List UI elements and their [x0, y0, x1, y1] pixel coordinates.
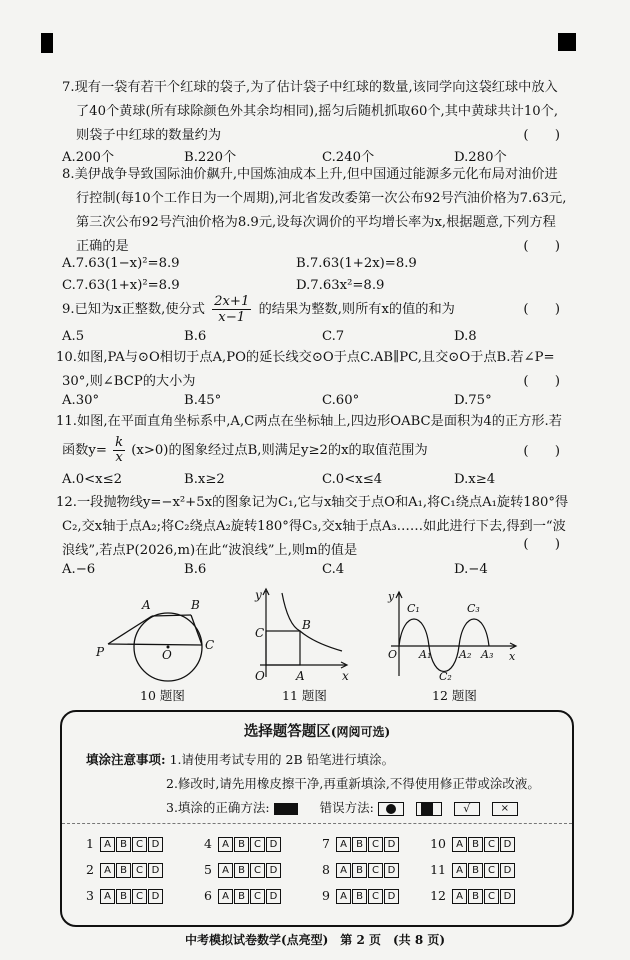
answer-bubble-b[interactable]: B	[468, 863, 483, 878]
figure-11-caption: 11 题图	[282, 688, 327, 703]
wrong-method-label: 错误方法:	[319, 800, 374, 815]
answer-bubble-b[interactable]: B	[468, 837, 483, 852]
answer-row-6	[194, 888, 282, 904]
answer-bubble-d[interactable]: D	[148, 889, 163, 904]
option-b: B.220个	[184, 150, 237, 165]
page-footer: 中考模拟试卷数学(点亮型) 第 2 页 (共 8 页)	[184, 933, 446, 947]
fraction	[212, 294, 251, 325]
question-line: 30°,则∠BCP的大小为	[62, 374, 196, 389]
label-y: y	[255, 588, 262, 602]
question-number: 5	[204, 862, 212, 877]
answer-row-8	[312, 862, 400, 878]
answer-bubble-c[interactable]: C	[250, 837, 265, 852]
answer-bubble-a[interactable]: A	[452, 889, 467, 904]
label-c: C	[255, 626, 265, 640]
option-b: B.45°	[184, 393, 222, 408]
option-c: C.7.63(1+x)²=8.9	[62, 278, 180, 293]
registration-mark-top-left	[41, 33, 53, 53]
option-b: B.6	[184, 329, 207, 344]
question-line: 11.如图,在平面直角坐标系中,A,C两点在坐标轴上,四边形OABC是面积为4的正方形.若	[56, 414, 562, 429]
option-d: D.−4	[454, 562, 488, 577]
answer-bubble-c[interactable]: C	[484, 863, 499, 878]
question-number: 12	[430, 888, 446, 903]
label-y: y	[388, 590, 395, 603]
answer-bracket: ( )	[523, 537, 560, 552]
answer-row-2	[76, 862, 164, 878]
wrong-example-half	[416, 802, 442, 816]
question-line: 则袋子中红球的数量约为	[76, 128, 222, 143]
answer-bubble-d[interactable]: D	[384, 889, 399, 904]
answer-bubble-d[interactable]: D	[500, 837, 515, 852]
segment-bc	[191, 615, 202, 645]
answer-bubble-b[interactable]: B	[468, 889, 483, 904]
figure-12-caption: 12 题图	[432, 688, 477, 703]
question-line: 12.一段抛物线y=−x²+5x的图象记为C₁,它与x轴交于点O和A₁,将C₁绕点A₁旋转180°得	[56, 495, 569, 510]
answer-bubble-d[interactable]: D	[266, 863, 281, 878]
answer-bubble-d[interactable]: D	[148, 863, 163, 878]
answer-bubble-b[interactable]: B	[116, 889, 131, 904]
answer-bubble-c[interactable]: C	[484, 889, 499, 904]
question-line: 第三次公布92号汽油价格为8.9元,设每次调价的平均增长率为x,根据题意,下列方程	[76, 215, 556, 230]
question-line: 浪线”,若点P(2026,m)在此“波浪线”上,则m的值是	[62, 543, 358, 558]
wrong-example-cross-icon: ×	[492, 802, 518, 816]
answer-row-12	[428, 888, 516, 904]
divider	[62, 823, 572, 824]
answer-bubble-b[interactable]: B	[352, 863, 367, 878]
label-c3: C₃	[467, 602, 480, 615]
option-a: A.7.63(1−x)²=8.9	[62, 256, 180, 271]
question-text: (x>0)的图象经过点B,则满足y≥2的x的取值范围为	[131, 443, 428, 458]
option-d: D.x≥4	[454, 472, 496, 487]
question-number: 4	[204, 836, 212, 851]
segment-pc	[108, 644, 202, 645]
answer-bubble-a[interactable]: A	[452, 863, 467, 878]
label-x: x	[509, 650, 516, 663]
answer-bubble-c[interactable]: C	[484, 837, 499, 852]
label-a1: A₁	[419, 648, 432, 661]
label-a: A	[142, 598, 151, 612]
answer-row-7	[312, 836, 400, 852]
option-c: C.240个	[322, 150, 375, 165]
answer-bubble-b[interactable]: B	[352, 889, 367, 904]
fraction-numerator: 2x+1	[214, 294, 250, 309]
option-c: C.4	[322, 562, 345, 577]
question-text: 函数y=	[62, 443, 107, 458]
wave-line	[399, 619, 489, 672]
fraction-denominator: x	[115, 450, 123, 465]
question-line: 7.现有一袋有若干个红球的袋子,为了估计袋子中红球的数量,该同学向这袋红球中放入	[62, 80, 558, 95]
answer-bubble-d[interactable]: D	[266, 837, 281, 852]
answer-bracket: ( )	[523, 374, 560, 389]
label-c: C	[205, 638, 215, 652]
question-number: 10	[430, 836, 446, 851]
question-number: 2	[86, 862, 94, 877]
question-text: 的结果为整数,则所有x的值的和为	[258, 302, 455, 317]
answer-bubble-a[interactable]: A	[218, 889, 233, 904]
answer-bubble-a[interactable]: A	[100, 889, 115, 904]
question-line: C₂,交x轴于点A₂;将C₂绕点A₂旋转180°得C₃,交x轴于点A₃……如此进行下去,得到一“波	[62, 519, 566, 534]
answer-bubble-c[interactable]: C	[368, 863, 383, 878]
answer-bubble-b[interactable]: B	[234, 863, 249, 878]
answer-bubble-c[interactable]: C	[368, 837, 383, 852]
question-number: 9	[322, 888, 330, 903]
question-8	[62, 163, 590, 259]
answer-bubble-a[interactable]: A	[336, 837, 351, 852]
question-number: 1	[86, 836, 94, 851]
answer-bubble-c[interactable]: C	[132, 863, 147, 878]
label-p: P	[96, 645, 105, 659]
option-b: B.6	[184, 562, 207, 577]
option-d: D.75°	[454, 393, 492, 408]
answer-bubble-d[interactable]: D	[266, 889, 281, 904]
option-d: D.8	[454, 329, 477, 344]
answer-bubble-b[interactable]: B	[234, 837, 249, 852]
fraction	[113, 436, 125, 465]
figure-12	[383, 588, 523, 684]
answer-bubble-a[interactable]: A	[336, 863, 351, 878]
figure-11	[252, 585, 352, 685]
option-b: B.7.63(1+2x)=8.9	[296, 256, 417, 271]
answer-bracket: ( )	[523, 239, 560, 254]
correct-fill-example	[274, 803, 298, 815]
figure-10	[90, 592, 235, 682]
question-number: 8	[322, 862, 330, 877]
answer-bubble-a[interactable]: A	[218, 863, 233, 878]
answer-bubble-b[interactable]: B	[234, 889, 249, 904]
label-a3: A₃	[481, 648, 494, 661]
option-a: A.5	[62, 329, 85, 344]
hyperbola	[282, 593, 342, 651]
answer-bubble-a[interactable]: A	[336, 889, 351, 904]
label-b: B	[302, 618, 311, 632]
answer-bracket: ( )	[523, 444, 560, 459]
answer-bubble-c[interactable]: C	[368, 889, 383, 904]
note-2: 2.修改时,请先用橡皮擦干净,再重新填涂,不得使用修正带或涂改液。	[166, 776, 540, 791]
option-d: D.7.63x²=8.9	[296, 278, 385, 293]
answer-bubble-d[interactable]: D	[384, 863, 399, 878]
label-x: x	[342, 669, 349, 683]
question-line: 8.美伊战争导致国际油价飙升,中国炼油成本上升,但中国通过能源多元化布局对油价进	[62, 167, 558, 182]
notes-label: 填涂注意事项:	[86, 752, 166, 767]
answer-bubble-a[interactable]: A	[218, 837, 233, 852]
answer-bubble-c[interactable]: C	[250, 889, 265, 904]
answer-bubble-d[interactable]: D	[500, 863, 515, 878]
option-c: C.0<x≤4	[322, 472, 383, 487]
question-12	[56, 491, 590, 563]
answer-bubble-a[interactable]: A	[452, 837, 467, 852]
label-b: B	[191, 598, 200, 612]
answer-row-5	[194, 862, 282, 878]
fraction-numerator: k	[115, 435, 124, 450]
question-line: 了40个黄球(所有球除颜色外其余均相同),摇匀后随机抓取60个,其中黄球共计10个,	[76, 104, 559, 119]
answer-area-title-text: 选择题答题区	[243, 723, 331, 740]
note-3: 3.填涂的正确方法:	[166, 800, 270, 815]
question-line: 正确的是	[76, 239, 129, 254]
question-line: 10.如图,PA与⊙O相切于点A,PO的延长线交⊙O于点C.AB∥PC,且交⊙O于点B.若∠P=	[56, 350, 555, 365]
question-number: 7	[322, 836, 330, 851]
option-a: A.200个	[62, 150, 115, 165]
answer-row-9	[312, 888, 400, 904]
wrong-example-check-icon: √	[454, 802, 480, 816]
answer-row-3	[76, 888, 164, 904]
answer-bubble-a[interactable]: A	[100, 863, 115, 878]
answer-bubble-d[interactable]: D	[384, 837, 399, 852]
option-b: B.x≥2	[184, 472, 225, 487]
question-7	[62, 76, 590, 148]
option-a: A.0<x≤2	[62, 472, 123, 487]
answer-bubble-c[interactable]: C	[250, 863, 265, 878]
wrong-example-dot	[378, 802, 404, 816]
option-d: D.280个	[454, 150, 507, 165]
label-o: O	[388, 648, 398, 661]
answer-bubble-b[interactable]: B	[352, 837, 367, 852]
option-c: C.60°	[322, 393, 360, 408]
answer-bubble-c[interactable]: C	[132, 889, 147, 904]
answer-area	[60, 710, 574, 927]
answer-area-title	[62, 720, 572, 741]
answer-row-11	[428, 862, 516, 878]
answer-bubble-d[interactable]: D	[148, 837, 163, 852]
answer-row-4	[194, 836, 282, 852]
question-number: 6	[204, 888, 212, 903]
answer-bubble-a[interactable]: A	[100, 837, 115, 852]
label-a: A	[296, 669, 305, 683]
label-c1: C₁	[407, 602, 420, 615]
figure-10-caption: 10 题图	[140, 688, 185, 703]
question-text: 9.已知为x正整数,使分式	[62, 302, 205, 317]
answer-bubble-b[interactable]: B	[116, 837, 131, 852]
answer-bubble-c[interactable]: C	[132, 837, 147, 852]
answer-bubble-b[interactable]: B	[116, 863, 131, 878]
question-10	[56, 346, 590, 394]
answer-row-1	[76, 836, 164, 852]
registration-mark-top-right	[558, 33, 576, 51]
square-oabc	[266, 631, 300, 665]
answer-bracket: ( )	[523, 302, 560, 317]
question-11	[56, 410, 590, 468]
option-a: A.30°	[62, 393, 100, 408]
question-number: 11	[430, 862, 446, 877]
option-a: A.−6	[62, 562, 96, 577]
question-line: 行控制(每10个工作日为一个周期),河北省发改委第一次公布92号汽油价格为7.63元,	[76, 191, 567, 206]
label-o: O	[162, 648, 172, 662]
answer-row-10	[428, 836, 516, 852]
question-9	[62, 292, 590, 328]
label-c2: C₂	[439, 670, 452, 683]
note-1: 1.请使用考试专用的 2B 铅笔进行填涂。	[169, 752, 395, 767]
segment-pa	[108, 616, 152, 644]
answer-bracket: ( )	[523, 128, 560, 143]
question-number: 3	[86, 888, 94, 903]
label-o: O	[255, 669, 265, 683]
label-a2: A₂	[459, 648, 472, 661]
fraction-denominator: x−1	[218, 310, 246, 325]
answer-bubble-d[interactable]: D	[500, 889, 515, 904]
answer-area-subtitle: (网阅可选)	[330, 725, 391, 739]
option-c: C.7	[322, 329, 345, 344]
